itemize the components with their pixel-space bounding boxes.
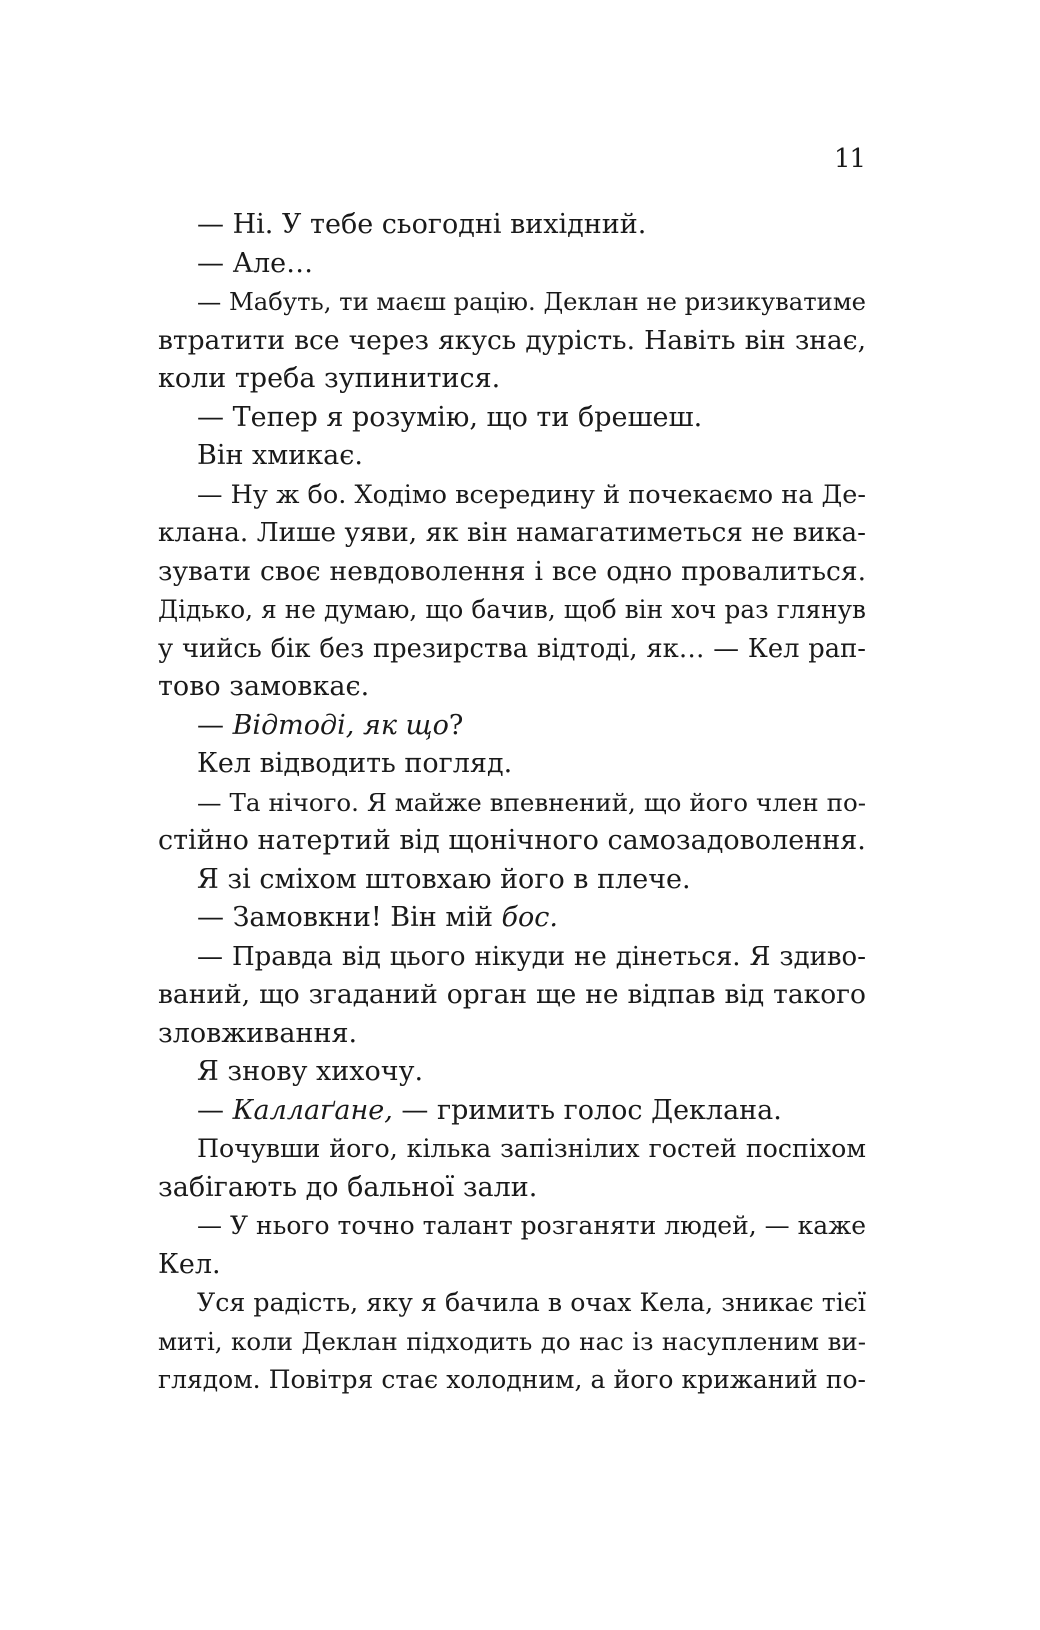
text-line: — Каллаґане, — гримить голос Деклана. xyxy=(197,1094,782,1126)
text-line: — Мабуть, ти маєш рацію. Деклан не ризикуватиме xyxy=(197,287,866,316)
text-line: Кел відводить погляд. xyxy=(197,748,513,779)
text-line: втратити все через якусь дурість. Навіть він знає, xyxy=(158,324,866,356)
line-part: — гримить голос Деклана. xyxy=(392,1094,782,1126)
text-line: Я зі сміхом штовхаю його в плече. xyxy=(197,863,691,895)
text-line: Він хмикає. xyxy=(197,440,363,471)
text-line: забігають до бальної зали. xyxy=(158,1171,538,1203)
text-line: тово замовкає. xyxy=(158,671,370,702)
text-line: ваний, що згаданий орган ще не відпав від такого xyxy=(158,979,866,1010)
text-line: Дідько, я не думаю, що бачив, щоб він хоч раз глянув xyxy=(158,595,866,624)
text-line xyxy=(158,899,866,938)
body-text xyxy=(158,206,866,1400)
text-line: миті, коли Деклан підходить до нас із насупленим ви- xyxy=(158,1326,866,1356)
text-line: Я знову хихочу. xyxy=(197,1056,424,1087)
text-line: — Ну ж бо. Ходімо всередину й почекаємо на Де- xyxy=(197,479,866,510)
text-line: — Відтоді, як що? xyxy=(197,709,464,741)
text-line: Уся радість, яку я бачила в очах Кела, зникає тієї xyxy=(197,1288,866,1317)
italic-name: Каллаґане, xyxy=(232,1094,393,1126)
text-line: — Але… xyxy=(197,247,314,279)
text-line: зловживання. xyxy=(158,1017,358,1049)
text-line: — Правда від цього нікуди не дінеться. Я здиво- xyxy=(197,941,866,972)
text-line: у чийсь бік без презирства відтоді, як… — Кел рап- xyxy=(158,633,866,664)
text-line: стійно натертий від щонічного самозадоволення. xyxy=(158,825,866,856)
text-line: коли треба зупинитися. xyxy=(158,363,501,394)
italic-phrase: Відтоді, як що xyxy=(232,709,449,741)
text-line: — Ні. У тебе сьогодні вихідний. xyxy=(197,209,647,240)
text-line: Почувши його, кілька запізнілих гостей поспіхом xyxy=(197,1134,866,1163)
text-line: глядом. Повітря стає холодним, а його крижаний по- xyxy=(158,1365,866,1394)
text-line: Кел. xyxy=(158,1248,221,1280)
text-line: зувати своє невдоволення і все одно провалиться. xyxy=(158,555,866,587)
text-line: — Тепер я розумію, що ти брешеш. xyxy=(197,401,703,433)
page-number: 11 xyxy=(834,144,866,174)
text-line: — У нього точно талант розганяти людей, — каже xyxy=(197,1211,866,1240)
italic-word: бос. xyxy=(501,902,558,933)
text-line: клана. Лише уяви, як він намагатиметься не вика- xyxy=(158,518,866,548)
text-line: — Та нічого. Я майже впевнений, що його член по- xyxy=(197,787,866,817)
line-part: — Замовкни! Він мій xyxy=(197,902,502,933)
